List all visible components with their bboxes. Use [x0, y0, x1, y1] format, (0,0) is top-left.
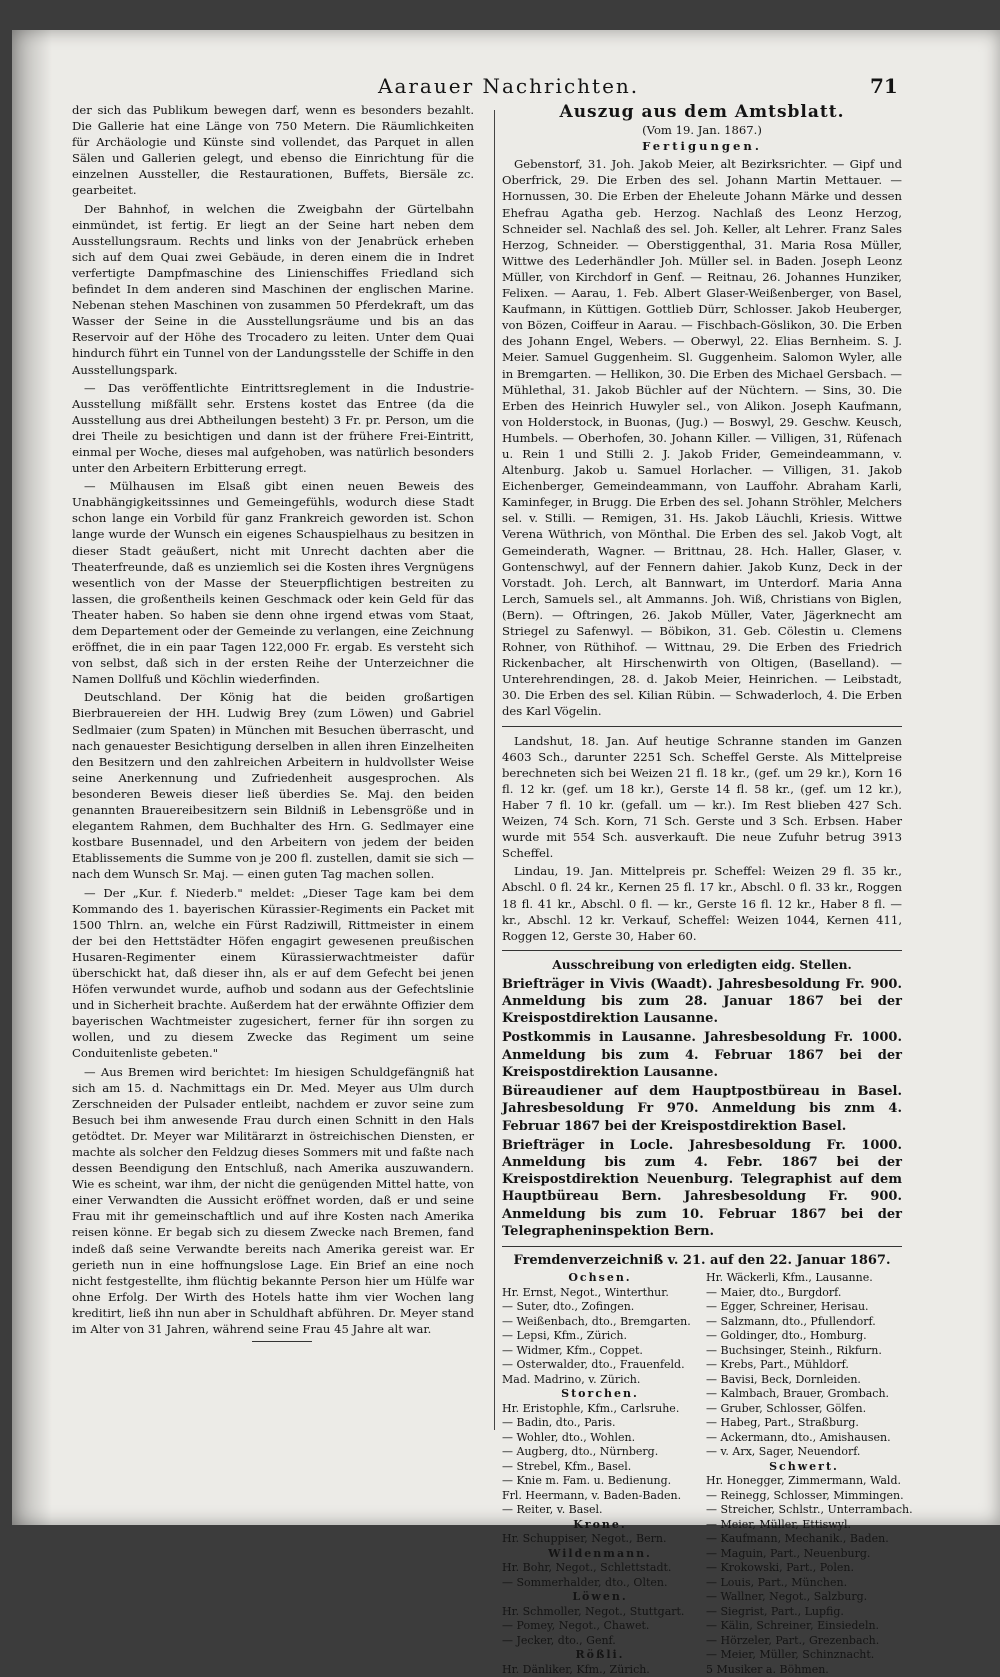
market-landshut: Landshut, 18. Jan. Auf heutige Schranne standen im Ganzen 4603 Sch., darunter 2251 Sch. Scheffel Gerste. Als Mittelpreise berechneten sich bei Weizen 21 fl. 18 kr., (gef. um 29 kr.), Korn 16 fl. 12 kr. (gef. um 18 kr.), Gerste 14 fl. 58 kr., (gef. um 12 kr.), Haber 7 fl. 10 kr. (gefall. um — kr.). Im Rest blieben 427 Sch. Weizen, 74 Sch. Korn, 71 Sch. Gerste und 3 Sch. Erbsen. Haber wurde mit 554 Sch. ausverkauft. Die neue Zufuhr betrug 3913 Scheffel.: [502, 733, 902, 861]
guest-list-entry: — Bavisi, Beck, Dornleiden.: [706, 1372, 861, 1386]
column-divider: [494, 110, 495, 1430]
fertigungen-text: Gebenstorf, 31. Joh. Jakob Meier, alt Bezirksrichter. — Gipf und Oberfrick, 29. Die Erben des sel. Johann Martin Mettauer. — Hornussen, 30. Die Erben der Eheleute Johann Märke und dessen Ehefrau Agatha geb. Herzog. Nachlaß des Leonz Herzog, Schneider sel. Nachlaß des sel. Joh. Keller, alt Lehrer. Franz Sales Herzog, Schneider. — Oberstiggenthal, 31. Maria Rosa Müller, Wittwe des Lederhändler Joh. Müller sel. in Baden. Joseph Leonz Müller, von Kirchdorf in Genf. — Reitnau, 26. Johannes Hunziker, Felixen. — Aarau, 1. Feb. Albert Glaser-Weißenberger, von Basel, Kaufmann, in Küttigen. Gottlieb Dürr, Schlosser. Jakob Heuberger, von Bözen, Coiffeur in Aarau. — Fischbach-Göslikon, 30. Die Erben des Johann Engel, Webers. — Oberwyl, 22. Elias Bernheim. S. J. Meier. Samuel Guggenheim. Sl. Guggenheim. Salomon Wyler, alle in Bremgarten. — Hellikon, 30. Die Erben des Michael Gersbach. — Mühlethal, 31. Jakob Büchler auf der Nüchtern. — Sins, 30. Die Erben des Heinrich Huwyler sel., von Alikon. Joseph Kaufmann, von Holderstock, in Buonas, (Jug.) — Boswyl, 29. Geschw. Keusch, Humbels. — Oberhofen, 30. Johann Killer. — Villigen, 31, Rüfenach u. Rein 1 und Stilli 2. J. Jakob Frider, Gemeindeammann, v. Altenburg. Jakob u. Samuel Horlacher. — Villigen, 31. Jakob Eichenberger, Gemeindeammann, von Lauffohr. Abraham Karli, Kaminfeger, in Brugg. Die Erben des sel. Johann Ströhler, Melchers sel. v. Stilli. — Remigen, 31. Hs. Jakob Läuchli, Kriesis. Wittwe Verena Wüthrich, von Mönthal. Die Erben des sel. Jakob Vogt, alt Gemeinderath, Wagner. — Brittnau, 28. Hch. Haller, Glaser, v. Gontenschwyl, auf der Fennern dahier. Jakob Kunz, Deck in der Vorstadt. Joh. Lerch, alt Bannwart, im Unterdorf. Maria Anna Lerch, Samuels sel., alt Ammanns. Joh. Wiß, Christians von Biglen, (Bern). — Oftringen, 26. Jakob Müller, Vater, Jägerknecht am Striegel zu Safenwyl. — Böbikon, 31. Geb. Cölestin u. Clemens Rohner, von Rüthihof. — Wittnau, 29. Die Erben des Friedrich Rickenbacher, alt Hirschenwirth von Oltigen, (Baselland). — Unterehrendingen, 28. d. Jakob Meier, Heinrichen. — Leibstadt, 30. Die Erben des sel. Kilian Rübin. — Schwaderloch, 4. Die Erben des Karl Vögelin.: [502, 157, 902, 719]
guest-list-entry: — Sommerhalder, dto., Olten.: [502, 1575, 668, 1589]
guest-list-entry: — Wohler, dto., Wohlen.: [502, 1430, 636, 1444]
guest-list-entry: — Badin, dto., Paris.: [502, 1416, 616, 1430]
guest-list-entry: — Buchsinger, Steinh., Rikfurn.: [706, 1343, 882, 1357]
fertigungen-heading: Fertigungen.: [642, 139, 762, 154]
guest-list-entry: — Krokowski, Part., Polen.: [706, 1561, 854, 1575]
guest-list-entry: Hr. Schuppiser, Negot., Bern.: [502, 1532, 667, 1546]
guest-list-entry: — Maier, dto., Burgdorf.: [706, 1285, 842, 1299]
guest-list-entry: — Habeg, Part., Straßburg.: [706, 1416, 859, 1430]
guest-list-entry: Hr. Eristophle, Kfm., Carlsruhe.: [502, 1401, 680, 1415]
guest-list-entry: — Ackermann, dto., Amishausen.: [706, 1430, 891, 1444]
guest-list-hotel: Rößli.: [575, 1648, 625, 1662]
guest-list-entry: — Louis, Part., München.: [706, 1575, 848, 1589]
article-end-rule: [252, 1341, 312, 1342]
guest-list-entry: — Krebs, Part., Mühldorf.: [706, 1358, 849, 1372]
guest-list-entry: — Meier, Müller, Schinznacht.: [706, 1648, 875, 1662]
vacancy-item: Briefträger in Locle. Jahresbesoldung Fr. 1000. Anmeldung bis zum 4. Febr. 1867 bei der Kreispostdirektion Neuenburg. Telegraphist auf dem Hauptbüreau Bern. Jahresbesoldung Fr. 900. Anmeldung bis zum 10. Februar 1867 bei der Telegrapheninspektion Bern.: [502, 1137, 902, 1239]
guest-list: [502, 1271, 913, 1677]
newspaper-title: Aarauer Nachrichten.: [378, 74, 640, 98]
guest-list-entry: — Reinegg, Schlosser, Mimmingen.: [706, 1488, 904, 1502]
guest-list-entry: — Lepsi, Kfm., Zürich.: [502, 1329, 627, 1343]
guest-list-entry: Hr. Schmoller, Negot., Stuttgart.: [502, 1604, 685, 1618]
guest-list-entry: — Hörzeler, Part., Grezenbach.: [706, 1633, 880, 1647]
guest-list-right: [706, 1271, 913, 1677]
guest-list-hotel: Storchen.: [561, 1387, 639, 1401]
guest-list-entry: — Widmer, Kfm., Coppet.: [502, 1343, 643, 1357]
guest-list-hotel: Löwen.: [572, 1590, 628, 1604]
guest-list-entry: — Kalmbach, Brauer, Grombach.: [706, 1387, 890, 1401]
guest-list-entry: Hr. Dänliker, Kfm., Zürich.: [502, 1662, 650, 1676]
guest-list-entry: 5 Musiker a. Böhmen.: [706, 1662, 829, 1676]
guest-list-entry: — Strebel, Kfm., Basel.: [502, 1459, 632, 1473]
guest-list-entry: — Meier, Müller, Ettiswyl.: [706, 1517, 851, 1531]
guest-list-entry: — v. Arx, Sager, Neuendorf.: [706, 1445, 861, 1459]
guest-list-entry: — Knie m. Fam. u. Bedienung.: [502, 1474, 672, 1488]
paragraph-radziwill-parcel: — Der „Kur. f. Niederb." meldet: „Dieser Tage kam bei dem Kommando des 1. bayerischen Kürassier-Regiments ein Packet mit 1500 Thlrn. an, welche ein Fürst Radziwill, Rittmeister in einem der bei den Hettstädter Höfen engagirt gewesenen preußischen Husaren-Regimenter einem Kürassierwachtmeister dafür überschickt hat, daß dieser ihn, als er auf dem Gefecht bei jenen Höfen verwundet wurde, aufhob und sodann aus der Gefechtslinie und in Sicherheit brachte. Außerdem hat der erwähnte Offizier dem bayerischen Wachtmeister zugesichert, ferner für ihn sorgen zu wollen, und zu diesem Zwecke das Regiment um seine Conduitenliste gebeten.": [72, 885, 474, 1061]
section-rule: [502, 950, 902, 951]
vacancies-list: [502, 976, 902, 1240]
running-header: [12, 74, 1000, 100]
guest-list-entry: — Augberg, dto., Nürnberg.: [502, 1445, 659, 1459]
paragraph-exhibition-gallery: der sich das Publikum bewegen darf, wenn es besonders bezahlt. Die Gallerie hat eine Länge von 750 Metern. Die Räumlichkeiten für Archäologie und Künste sind vollendet, das Parquet in allen Sälen und Gallerien gelegt, und ebenso die Einrichtung für die einzelnen Aussteller, die Restaurationen, Buffets, Biersäle zc. gearbeitet.: [72, 103, 474, 198]
guest-list-entry: — Weißenbach, dto., Bremgarten.: [502, 1314, 691, 1328]
guest-list-entry: — Jecker, dto., Genf.: [502, 1633, 616, 1647]
right-column: [502, 102, 913, 1676]
vacancy-item: Postkommis in Lausanne. Jahresbesoldung Fr. 1000. Anmeldung bis zum 4. Februar 1867 bei der Kreispostdirektion Lausanne.: [502, 1030, 902, 1080]
guest-list-entry: Hr. Ernst, Negot., Winterthur.: [502, 1285, 669, 1299]
vacancies-heading: Ausschreibung von erledigten eidg. Stellen.: [552, 957, 852, 972]
guest-list-entry: — Wallner, Negot., Salzburg.: [706, 1590, 868, 1604]
guest-list-hotel: Krone.: [573, 1517, 627, 1531]
newspaper-page: [12, 30, 1000, 1676]
paragraph-muelhausen-theatre: — Mülhausen im Elsaß gibt einen neuen Beweis des Unabhängigkeitssinnes und Gemeingefühls, wodurch diese Stadt schon lange ein Vorbild für ganz Frankreich geworden ist. Schon lange wurde der Wunsch ein eigenes Schauspielhaus zu besitzen in dieser Stadt geäußert, nicht mit Unrecht dachten aber die Theaterfreunde, daß es unziemlich sei die Kosten ihres Vergnügens wesentlich von der Masse der Steuerpflichtigen bestreiten zu lassen, die großentheils keinen Geschmack oder kein Geld für das Theater haben. So haben sie denn ohne irgend etwas vom Staat, dem Departement oder der Gemeinde zu verlangen, eine Zeichnung eröffnet, die in ein paar Tagen 122,000 Fr. ergab. Es versteht sich von selbst, daß sich in der ersten Reihe der Unterzeichner die Namen Dollfuß und Köchlin wiederfinden.: [72, 479, 474, 687]
guest-list-entry: Hr. Honegger, Zimmermann, Wald.: [706, 1474, 901, 1488]
guest-list-entry: — Suter, dto., Zofingen.: [502, 1300, 635, 1314]
guest-list-entry: — Goldinger, dto., Homburg.: [706, 1329, 867, 1343]
binding-shadow: [12, 30, 52, 1525]
vacancy-item: Briefträger in Vivis (Waadt). Jahresbesoldung Fr. 900. Anmeldung bis zum 28. Januar 1867 bei der Kreispostdirektion Lausanne.: [502, 976, 902, 1027]
guest-list-entry: Frl. Heermann, v. Baden-Baden.: [502, 1488, 682, 1502]
paragraph-entry-regulations: — Das veröffentlichte Eintrittsreglement in die Industrie-Ausstellung mißfällt sehr. Erstens kostet das Entree (da die Ausstellung aus drei Abtheilungen besteht) 3 Fr. pr. Person, um die drei Theile zu besichtigen und dann ist der frühere Frei-Eintritt, einmal per Woche, dieses mal aufgehoben, was natürlich besonders unter den Arbeitern Erbitterung erregt.: [72, 380, 474, 476]
guest-list-entry: — Salzmann, dto., Pfullendorf.: [706, 1314, 876, 1328]
paragraph-railway-station: Der Bahnhof, in welchen die Zweigbahn der Gürtelbahn einmündet, ist fertig. Er liegt an der Seine hart neben dem Ausstellungsraum. Rechts und links von der Jenabrück erheben sich auf dem Quai zwei Gebäude, in deren einem die in Indret verfertigte Dampfmaschine des Linienschiffes Friedland sich befindet In dem anderen sind Maschinen der englischen Marine. Nebenan stehen Maschinen von zusammen 50 Pferdekraft, um das Wasser der Seine in die Ausstellungsräume und bis an das Reservoir auf der Höhe des Trocadero zu leiten. Unter dem Quai hindurch führt ein Tunnel von der Landungsstelle der Schiffe in den Ausstellungspark.: [72, 201, 474, 377]
guest-list-entry: — Maguin, Part., Neuenburg.: [706, 1546, 871, 1560]
guest-list-left: [502, 1271, 698, 1677]
guest-list-entry: — Siegrist, Part., Lupfig.: [706, 1604, 844, 1618]
guest-list-entry: — Reiter, v. Basel.: [502, 1503, 603, 1517]
guest-list-entry: Hr. Wäckerli, Kfm., Lausanne.: [706, 1271, 873, 1285]
guest-list-entry: — Osterwalder, dto., Frauenfeld.: [502, 1358, 685, 1372]
guest-list-entry: — Pomey, Negot., Chawet.: [502, 1619, 650, 1633]
guest-list-hotel: Ochsen.: [568, 1271, 632, 1285]
paragraph-deutschland-breweries: Deutschland. Der König hat die beiden großartigen Bierbrauereien der HH. Ludwig Brey (zum Löwen) und Gabriel Sedlmaier (zum Spaten) in München mit Besuchen überrascht, und nach genauester Besichtigung derselben in allen ihren Einzelheiten den Besitzern und den zahlreichen Arbeitern in huldvollster Weise seine Anerkennung und Zufriedenheit ausgesprochen. Als besonderen Beweis dieser ließ überdies Se. Maj. den beiden genannten Brauereibesitzern sein Bildniß in Lebensgröße und in elegantem Rahmen, dem Buchhalter des Hrn. G. Sedlmayer eine kostbare Busennadel, und den Arbeitern von jedem der beiden Etablissements die Summe von je 200 fl. zustellen, damit sie sich — nach dem Wunsch Sr. Maj. — einen guten Tag machen sollen.: [72, 690, 474, 882]
market-lindau: Lindau, 19. Jan. Mittelpreis pr. Scheffel: Weizen 29 fl. 35 kr., Abschl. 0 fl. 24 kr., Kernen 25 fl. 17 kr., Abschl. 0 fl. 33 kr., Roggen 18 fl. 41 kr., Abschl. 0 fl. — kr., Gerste 16 fl. 12 kr., Haber 8 fl. — kr., Abschl. 12 kr. Verkauf, Scheffel: Weizen 1044, Kernen 411, Roggen 12, Gerste 30, Haber 60.: [502, 864, 902, 943]
left-column: [72, 102, 474, 1402]
page-number: 71: [870, 74, 898, 98]
guest-list-hotel: Wildenmann.: [548, 1546, 652, 1560]
guest-list-entry: — Kälin, Schreiner, Einsiedeln.: [706, 1619, 880, 1633]
guest-list-entry: — Gruber, Schlosser, Gölfen.: [706, 1401, 867, 1415]
guest-list-entry: — Egger, Schreiner, Herisau.: [706, 1300, 869, 1314]
guest-list-entry: Mad. Madrino, v. Zürich.: [502, 1372, 641, 1386]
guest-list-hotel: Schwert.: [769, 1459, 839, 1473]
guest-list-entry: — Kaufmann, Mechanik., Baden.: [706, 1532, 889, 1546]
paragraph-bremen-report: — Aus Bremen wird berichtet: Im hiesigen Schuldgefängniß hat sich am 15. d. Nachmittags ein Dr. Med. Meyer aus Ulm durch Zerschneiden der Pulsader entleibt, nachdem er zuvor seine zum Besuch bei ihm anwesende Frau durch einen Schnitt in den Hals getödtet. Dr. Meyer war Militärarzt in östreichischen Diensten, er machte als solcher den Feldzug dieses Sommers mit und faßte nach dessen Beendigung den Entschluß, nach Amerika auszuwandern. Wie es scheint, war ihm, der nicht die genügenden Mittel hatte, von einer Verwandten die Aussicht eröffnet worden, daß er und seine Frau mit ihr gemeinschaftlich und auf ihre Kosten nach Amerika reisen könne. Er begab sich zu diesem Zwecke nach Bremen, fand indeß daß seine Verwandte bereits nach Amerika gereist war. Er gerieth nun in eine hoffnungslose Lage. Ein Brief an eine noch nicht festgestellte, ihm flüchtig bekannte Person hier um Hülfe war ohne Erfolg. Der Wirth des Hotels hatte ihm vier Wochen lang kreditirt, ließ ihn nun aber in Schuldhaft abführen. Dr. Meyer stand im Alter von 31 Jahren, während seine Frau 45 Jahre alt war.: [72, 1064, 474, 1337]
vacancy-item: Büreaudiener auf dem Hauptpostbüreau in Basel. Jahresbesoldung Fr 970. Anmeldung bis znm 4. Februar 1867 bei der Kreispostdirektion Basel.: [502, 1084, 902, 1134]
guest-list-heading: Fremdenverzeichniß v. 21. auf den 22. Januar 1867.: [513, 1252, 891, 1268]
guest-list-entry: — Streicher, Schlstr., Unterrambach.: [706, 1503, 913, 1517]
amtsblatt-title: Auszug aus dem Amtsblatt.: [559, 102, 845, 122]
section-rule: [502, 726, 902, 727]
amtsblatt-date: (Vom 19. Jan. 1867.): [642, 123, 762, 138]
section-rule: [502, 1246, 902, 1247]
guest-list-entry: Hr. Bohr, Negot., Schlettstadt.: [502, 1561, 672, 1575]
